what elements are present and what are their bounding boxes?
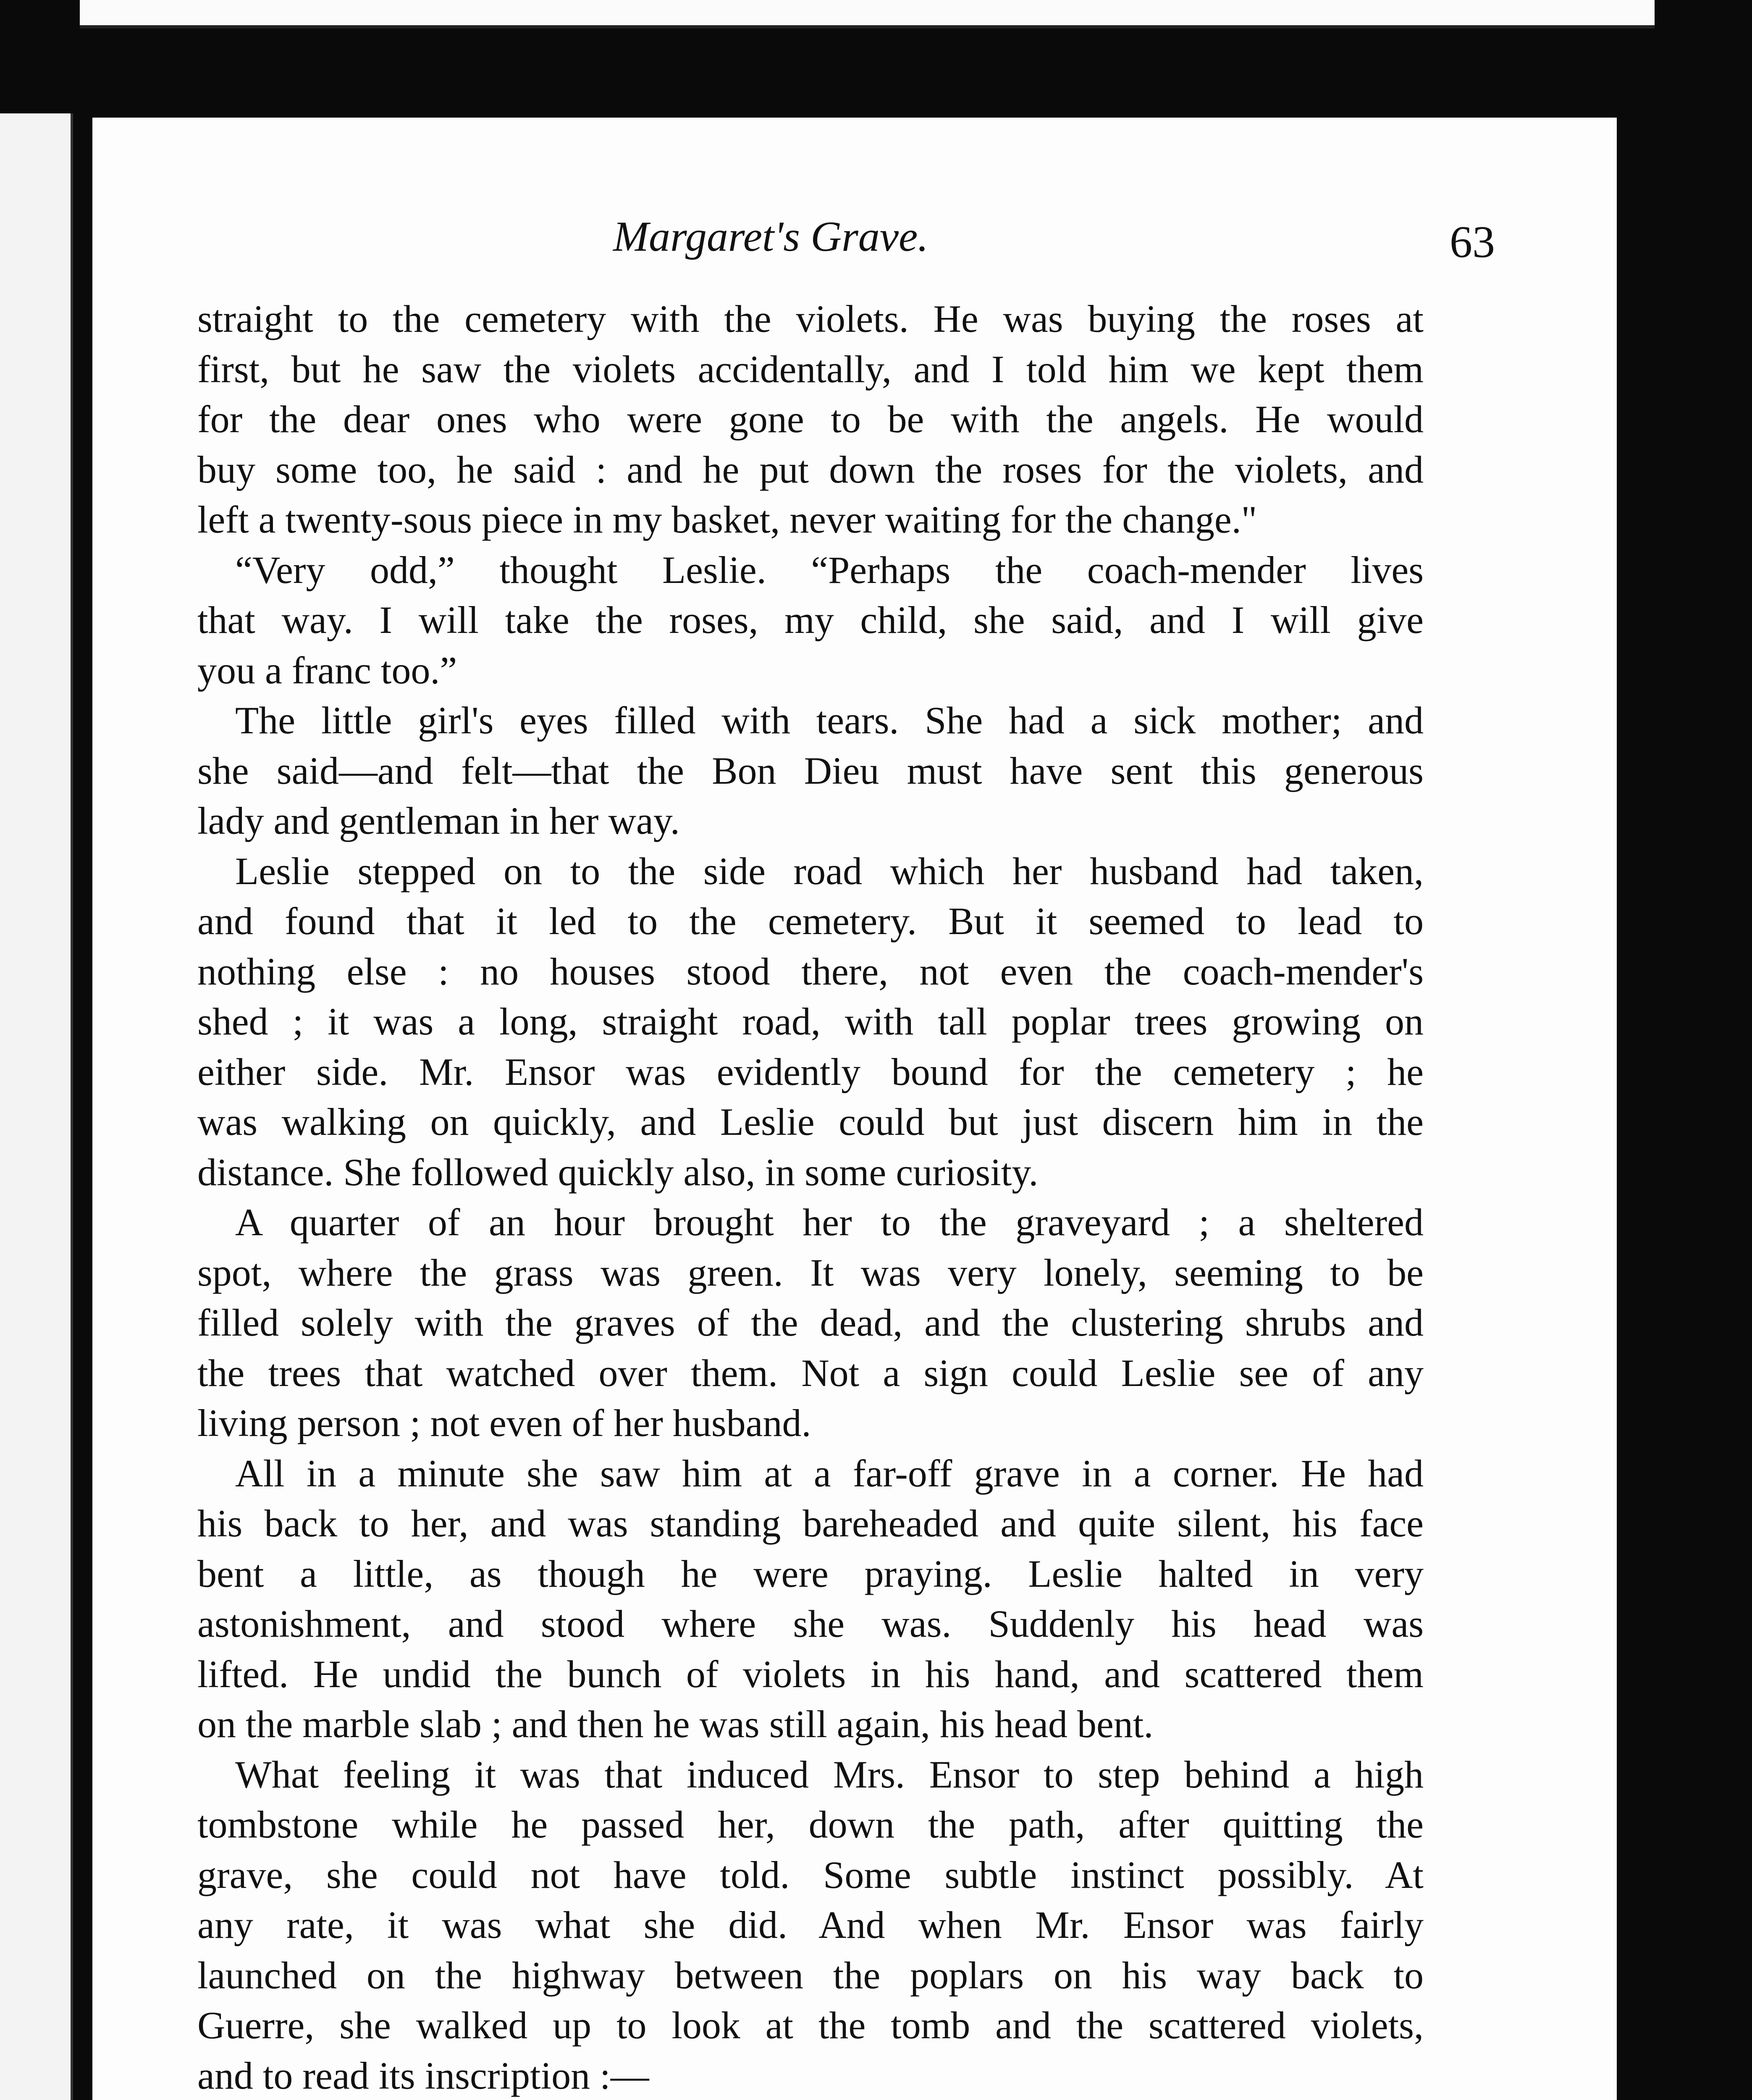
text-line: living person ; not even of her husband. (197, 1402, 811, 1444)
text-line: nothing else : no houses stood there, not even the coach-mender's (197, 950, 1424, 993)
text-line: What feeling it was that induced Mrs. Ensor to step behind a high (235, 1753, 1424, 1796)
text-line: any rate, it was what she did. And when Mr. Ensor was fairly (197, 1903, 1424, 1946)
text-line: spot, where the grass was green. It was very lonely, seeming to be (197, 1251, 1424, 1294)
text-line: tombstone while he passed her, down the path, after quitting the (197, 1803, 1424, 1846)
text-line: straight to the cemetery with the violets. He was buying the roses at (197, 297, 1424, 340)
text-line: astonishment, and stood where she was. Suddenly his head was (197, 1602, 1424, 1645)
text-line: on the marble slab ; and then he was still again, his head bent. (197, 1703, 1154, 1746)
text-line: distance. She followed quickly also, in some curiosity. (197, 1150, 1039, 1194)
text-line: and found that it led to the cemetery. But it seemed to lead to (197, 900, 1424, 942)
text-line: Leslie stepped on to the side road which her husband had taken, (235, 849, 1424, 892)
text-line: first, but he saw the violets accidentally, and I told him we kept them (197, 347, 1424, 391)
text-line: lady and gentleman in her way. (197, 799, 680, 842)
text-line: for the dear ones who were gone to be with the angels. He would (197, 398, 1424, 441)
text-line: Guerre, she walked up to look at the tomb and the scattered violets, (197, 2004, 1424, 2047)
text-line: shed ; it was a long, straight road, with tall poplar trees growing on (197, 1000, 1424, 1043)
text-line: grave, she could not have told. Some subtle instinct possibly. At (197, 1853, 1424, 1896)
text-line: left a twenty-sous piece in my basket, never waiting for the change." (197, 498, 1257, 541)
text-line: launched on the highway between the poplars on his way back to (197, 1953, 1424, 1997)
running-title: Margaret's Grave. (613, 213, 928, 260)
page-number: 63 (1450, 217, 1495, 267)
text-line: The little girl's eyes filled with tears. She had a sick mother; and (235, 699, 1424, 742)
body-text (197, 294, 1424, 2100)
text-line: the trees that watched over them. Not a sign could Leslie see of any (197, 1351, 1424, 1394)
text-line: A quarter of an hour brought her to the graveyard ; a sheltered (235, 1201, 1424, 1244)
text-line: “Very odd,” thought Leslie. “Perhaps the coach-mender lives (235, 548, 1424, 591)
adjacent-page-left-edge (0, 113, 73, 2100)
text-line: All in a minute she saw him at a far-off grave in a corner. He had (235, 1452, 1424, 1495)
text-line: lifted. He undid the bunch of violets in his hand, and scattered them (197, 1652, 1424, 1696)
text-line: you a franc too.” (197, 648, 457, 692)
running-head (92, 212, 1617, 275)
adjacent-page-top-edge (80, 0, 1655, 29)
text-line: either side. Mr. Ensor was evidently bound for the cemetery ; he (197, 1050, 1424, 1093)
text-line: filled solely with the graves of the dead, and the clustering shrubs and (197, 1301, 1424, 1344)
text-line: buy some too, he said : and he put down the roses for the violets, and (197, 448, 1424, 491)
text-line: she said—and felt—that the Bon Dieu must have sent this generous (197, 749, 1424, 792)
text-line: his back to her, and was standing bareheaded and quite silent, his face (197, 1502, 1424, 1545)
book-page (92, 118, 1617, 2100)
text-line: that way. I will take the roses, my child, she said, and I will give (197, 598, 1424, 641)
text-line: was walking on quickly, and Leslie could but just discern him in the (197, 1100, 1424, 1143)
text-line: bent a little, as though he were praying. Leslie halted in very (197, 1552, 1424, 1595)
text-line: and to read its inscription :— (197, 2054, 649, 2097)
